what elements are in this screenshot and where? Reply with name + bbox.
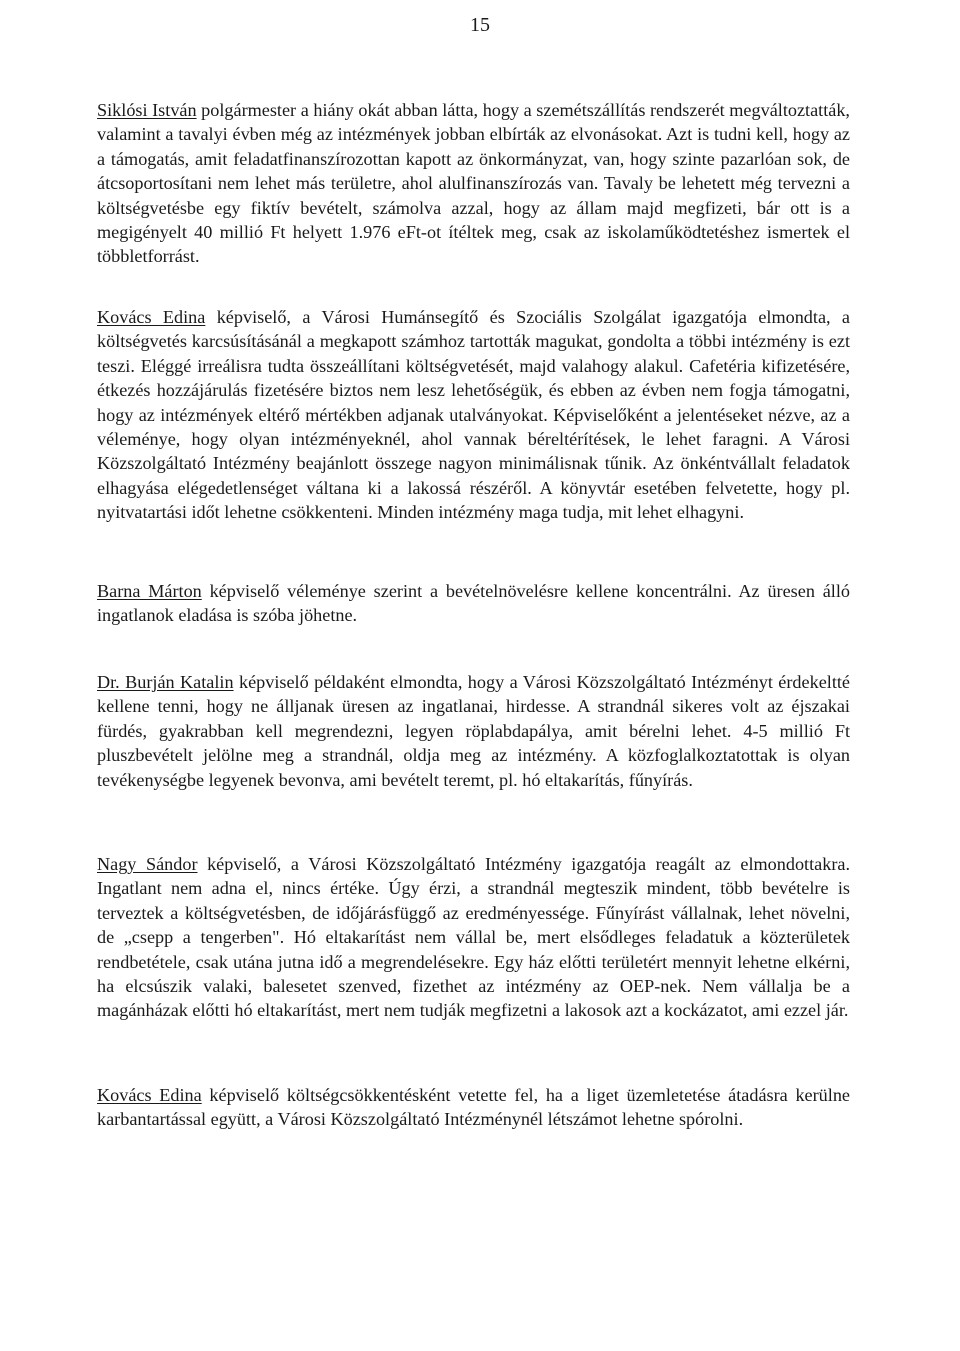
paragraph-nagy	[97, 852, 850, 1023]
paragraph-barna	[97, 579, 850, 628]
paragraph-text: polgármester a hiány okát abban látta, hogy a szemétszállítás rendszerét megváltoztatták, valamint a tavalyi évben még az intézmények jobban elbírták az elvonásokat. Azt is tudni kell, hogy az a támogatás, amit feladatfinanszírozottan kapott az önkormányzat, van, hogy szinte pazarlóan sok, de átcsoportosítani nem lehet más területre, ahol alulfinanszírozás van. Tavaly be lehetett még tervezni a költségvetésbe egy fiktív bevételt, számolva azzal, hogy az állam majd megfizeti, bár ott is a megigényelt 40 millió Ft helyett 1.976 eFt-ot ítéltek meg, csak az iskolaműködtetéshez ismertek el többletforrást.	[97, 100, 850, 267]
speaker-name: Kovács Edina	[97, 307, 206, 327]
speaker-name: Nagy Sándor	[97, 854, 198, 874]
speaker-name: Kovács Edina	[97, 1085, 202, 1105]
speaker-name: Siklósi István	[97, 100, 197, 120]
paragraph-kovacs-2	[97, 1083, 850, 1132]
paragraph-kovacs-1	[97, 305, 850, 525]
paragraph-siklosi	[97, 98, 850, 269]
paragraph-text: képviselő, a Városi Humánsegítő és Szociális Szolgálat igazgatója elmondta, a költségvetés karcsúsításánál a megkapott számhoz tartották magukat, gondolta a többi intézmény is ezt teszi. Eléggé irreálisra tudta összeállítani költségvetését, majd valahogy alakul. Cafetéria kifizetésére, étkezés hozzájárulás fizetésére biztos nem lesz lehetőségük, és ebben az évben nem fogja támogatni, hogy az intézmények eltérő mértékben adjanak utalványokat. Képviselőként a jelentéseket nézve, az a véleménye, hogy olyan intézményeknél, ahol vannak béreltérítések, le lehet faragni. A Városi Közszolgáltató Intézmény beajánlott összege nagyon minimálisnak tűnik. Az önkéntvállalt feladatok elhagyása elégedetlenséget váltana ki a lakossá részéről. A könyvtár esetében felvetette, hogy pl. nyitvatartási időt lehetne csökkenteni. Minden intézmény maga tudja, mit lehet elhagyni.	[97, 307, 850, 523]
paragraph-text: képviselő véleménye szerint a bevételnövelésre kellene koncentrálni. Az üresen álló ingatlanok eladása is szóba jöhetne.	[97, 581, 850, 626]
paragraph-text: képviselő példaként elmondta, hogy a Városi Közszolgáltató Intézményt érdekeltté kellene tenni, hogy ne álljanak üresen az ingatlanai, hirdesse. A strandnál sikeres volt az éjszakai fürdés, gyakrabban kell megrendezni, legyen röplabdapálya, amit bérelni lehet. 4-5 millió Ft pluszbevételt jelölne meg a strandnál, oldja meg az intézmény. A közfoglalkoztatottak is olyan tevékenységbe legyenek bevonva, ami bevételt teremt, pl. hó eltakarítás, fűnyírás.	[97, 672, 850, 790]
paragraph-burjan	[97, 670, 850, 792]
speaker-name: Dr. Burján Katalin	[97, 672, 234, 692]
paragraph-text: képviselő, a Városi Közszolgáltató Intézmény igazgatója reagált az elmondottakra. Ingatlant nem adna el, nincs értéke. Úgy érzi, a strandnál megteszik mindent, több bevételre is terveztek a költségvetésben, de időjárásfüggő az eredményessége. Fűnyírást vállalnak, lehet növelni, de „csepp a tengerben". Hó eltakarítást nem vállal be, mert elsődleges feladatuk a közterületek rendbetétele, csak utána jutna idő a megrendelésekre. Egy ház előtti területért mennyit lehetne elkérni, ha elcsúszik valaki, balesetet szenved, fizethet az intézmény az OEP-nek. Nem vállalja be a magánházak előtti hó eltakarítást, mert nem tudják megfizetni a lakosok azt a kockázatot, ami ezzel jár.	[97, 854, 850, 1021]
paragraph-text: képviselő költségcsökkentésként vetette fel, ha a liget üzemletetése átadásra kerülne karbantartással együtt, a Városi Közszolgáltató Intézménynél létszámot lehetne spórolni.	[97, 1085, 850, 1130]
page-number: 15	[470, 14, 490, 36]
speaker-name: Barna Márton	[97, 581, 202, 601]
